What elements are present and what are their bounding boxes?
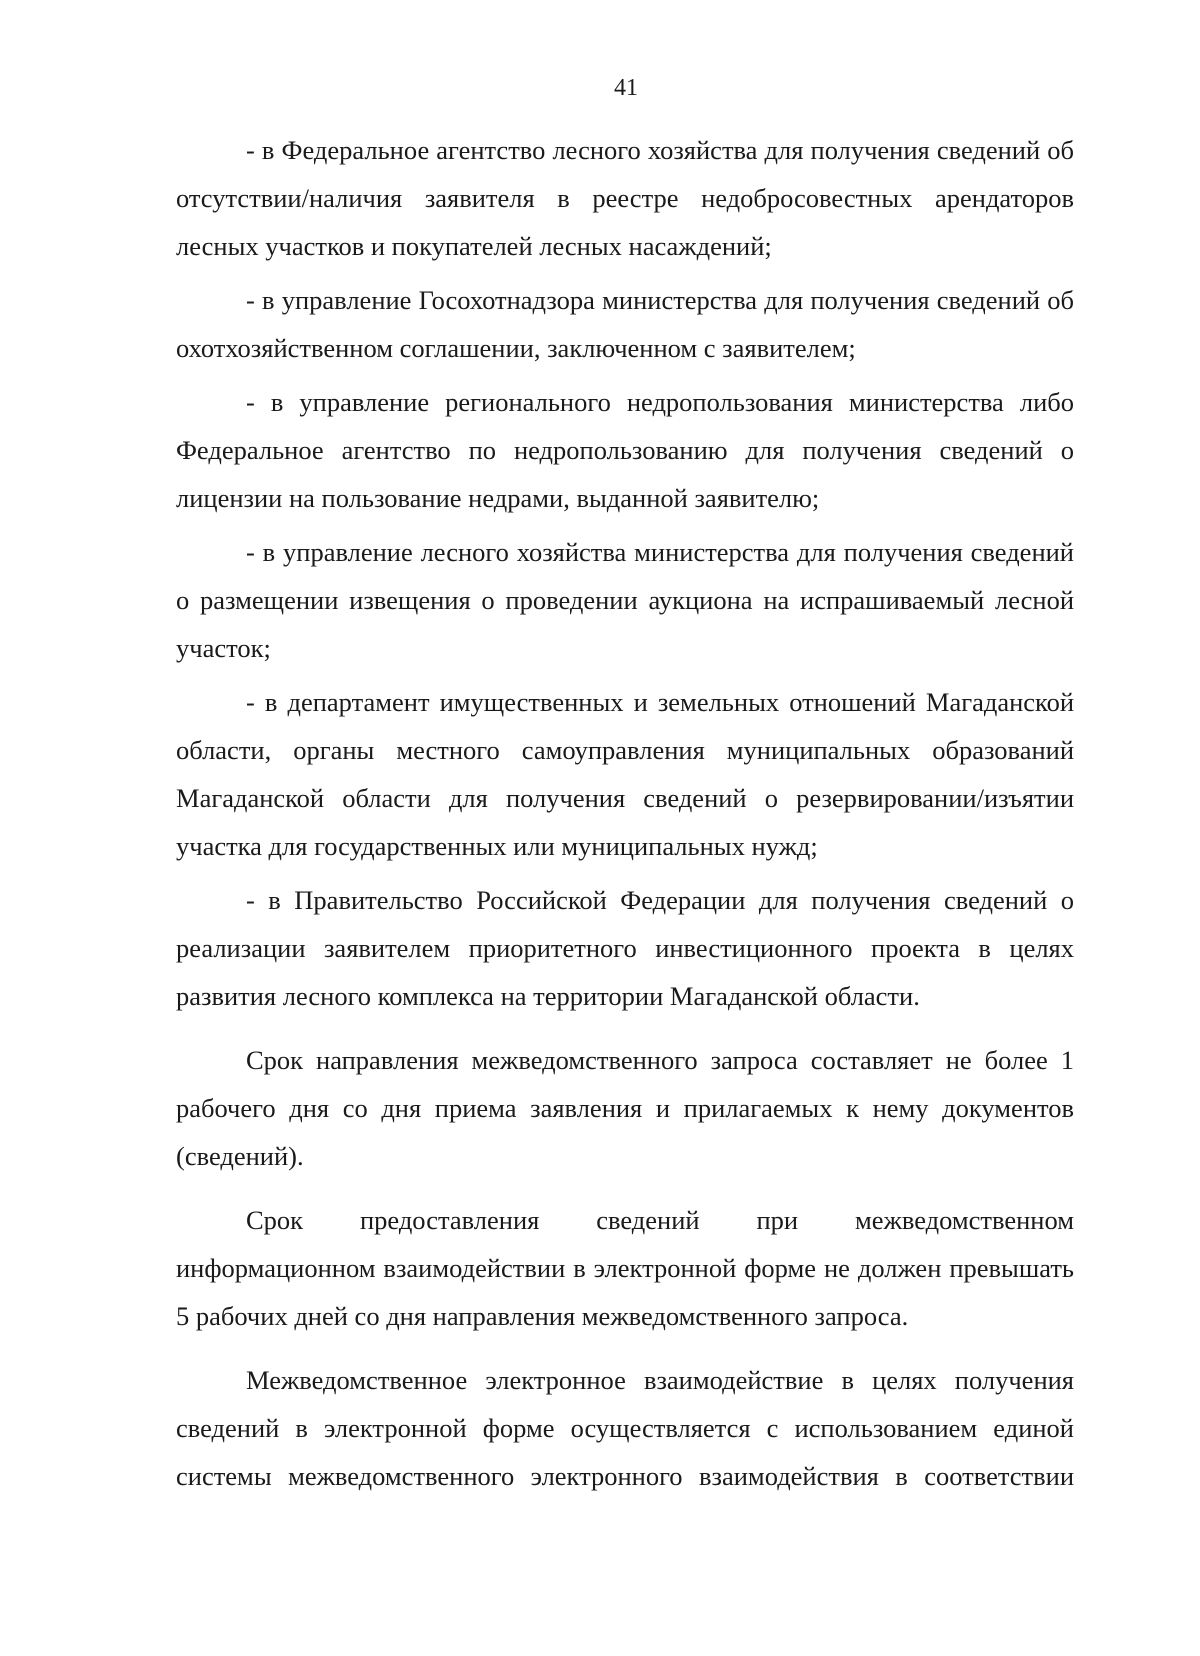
page-number: 41 [614,75,638,101]
paragraph-subsoil-use: - в управление регионального недропользования министерства либо Федеральное агентство по недропользованию для получения сведений о лицензии на пользование недрами, выданной заявителю; [176,387,1074,513]
paragraph-property-relations: - в департамент имущественных и земельных отношений Магаданской области, органы местного самоуправления муниципальных образований Магаданской области для получения сведений о резервировании/изъятии участка для государственных или муниципальных нужд; [176,687,1074,861]
paragraph-response-deadline: Срок предоставления сведений при межведомственном информационном взаимодействии в электронной форме не должен превышать 5 рабочих дней со дня направления межведомственного запроса. [176,1205,1074,1331]
paragraph-request-deadline: Срок направления межведомственного запроса составляет не более 1 рабочего дня со дня приема заявления и прилагаемых к нему документов (сведений). [176,1045,1074,1171]
document-body [176,126,1074,1500]
paragraph-electronic-interaction: Межведомственное электронное взаимодействие в целях получения сведений в электронной форме осуществляется с использованием единой системы межведомственного электронного взаимодействия в соответствии [176,1365,1074,1491]
paragraph-forestry-agency: - в Федеральное агентство лесного хозяйства для получения сведений об отсутствии/наличия заявителя в реестре недобросовестных арендаторов лесных участков и покупателей лесных насаждений; [176,135,1074,261]
paragraph-forestry-management: - в управление лесного хозяйства министерства для получения сведений о размещении извещения о проведении аукциона на испрашиваемый лесной участок; [176,537,1074,663]
paragraph-government: - в Правительство Российской Федерации для получения сведений о реализации заявителем приоритетного инвестиционного проекта в целях развития лесного комплекса на территории Магаданской области. [176,885,1074,1011]
paragraph-hunting-supervision: - в управление Госохотнадзора министерства для получения сведений об охотхозяйственном соглашении, заключенном с заявителем; [176,285,1074,363]
